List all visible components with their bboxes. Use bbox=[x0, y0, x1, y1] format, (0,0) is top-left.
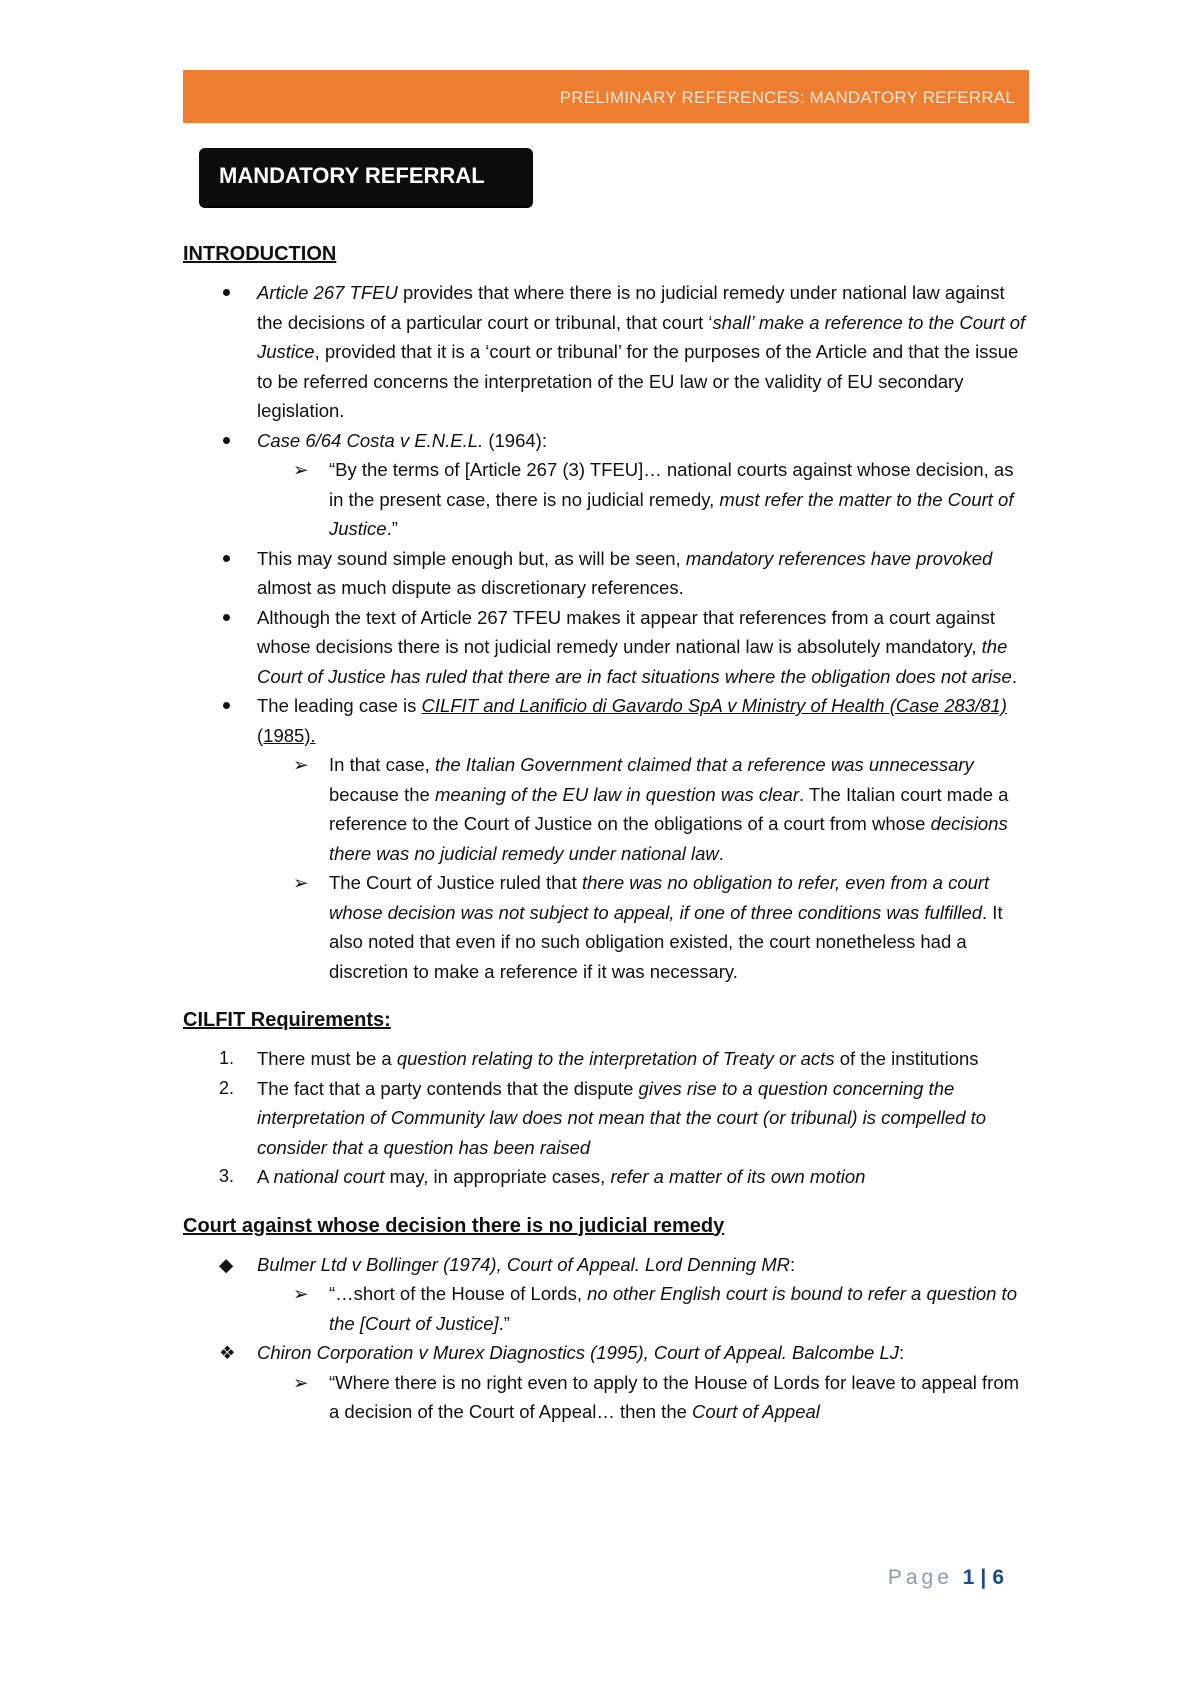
intro-bullet-5: The leading case is CILFIT and Lanificio di Gavardo SpA v Ministry of Health (Case 283/81) (1985). bbox=[183, 691, 1029, 750]
intro-bullet-2: Case 6/64 Costa v E.N.E.L. (1964): bbox=[183, 426, 1029, 456]
page-separator: | bbox=[980, 1566, 987, 1589]
bullet-dot-icon bbox=[219, 544, 239, 574]
page-label: Page bbox=[887, 1566, 953, 1589]
cilfit-case-link: CILFIT and Lanificio di Gavardo SpA v Ministry of Health (Case 283/81) bbox=[421, 695, 1007, 716]
section-title: MANDATORY REFERRAL bbox=[219, 163, 485, 188]
intro-bullet-3: This may sound simple enough but, as will be seen, mandatory references have provoked almost as much dispute as discretionary references. bbox=[183, 544, 1029, 603]
bullet-dot-icon bbox=[219, 691, 239, 721]
page-number-footer bbox=[888, 1566, 1004, 1590]
bullet-dot-icon bbox=[219, 426, 239, 456]
cilfit-item-1: 1. There must be a question relating to the interpretation of Treaty or acts of the institutions bbox=[219, 1048, 979, 1069]
cilfit-item-3: 3. A national court may, in appropriate cases, refer a matter of its own motion bbox=[219, 1166, 866, 1187]
total-pages: 6 bbox=[992, 1566, 1004, 1589]
arrow-bullet-icon: ➢ bbox=[293, 872, 309, 893]
intro-sub-bullet-cilfit-2: ➢ The Court of Justice ruled that there was no obligation to refer, even from a court whose decision was not subject to appeal, if one of three conditions was fulfilled. It also noted that even if no such obligation existed, the court nonetheless had a discretion to make a reference if it was necessary. bbox=[183, 868, 1029, 986]
bullet-dot-icon bbox=[219, 603, 239, 633]
arrow-bullet-icon: ➢ bbox=[293, 459, 309, 480]
arrow-bullet-icon: ➢ bbox=[293, 754, 309, 775]
header-title: PRELIMINARY REFERENCES: MANDATORY REFERRAL bbox=[559, 88, 1015, 107]
cilfit-item-2: 2. The fact that a party contends that the dispute gives rise to a question concerning the interpretation of Community law does not mean that the court (or tribunal) is compelled to consider that a question has been raised bbox=[219, 1077, 987, 1158]
court-sub-bullet-bulmer: ➢ “…short of the House of Lords, no other English court is bound to refer a question to the [Court of Justice].” bbox=[183, 1279, 1029, 1338]
intro-bullet-1: Article 267 TFEU provides that where there is no judicial remedy under national law against the decisions of a particular court or tribunal, that court ‘shall’ make a reference to the Court of Justice, provided that it is a ‘court or tribunal’ for the purposes of the Article and that the issue to be referred concerns the interpretation of the EU law or the validity of EU secondary legislation. bbox=[183, 278, 1029, 426]
four-diamond-bullet-icon: ❖ bbox=[219, 1342, 236, 1363]
intro-heading: INTRODUCTION bbox=[183, 243, 337, 265]
intro-sub-bullet-cilfit-1: ➢ In that case, the Italian Government claimed that a reference was unnecessary because the meaning of the EU law in question was clear. The Italian court made a reference to the Court of Justice on the obligations of a court from whose decisions there was no judicial remedy under national law. bbox=[183, 750, 1029, 868]
cilfit-heading: CILFIT Requirements: bbox=[183, 1009, 391, 1031]
bullet-dot-icon bbox=[219, 278, 239, 308]
header-bar bbox=[183, 70, 1029, 123]
arrow-bullet-icon: ➢ bbox=[293, 1283, 309, 1304]
intro-sub-bullet-costa: ➢ “By the terms of [Article 267 (3) TFEU]… national courts against whose decision, as in the present case, there is no judicial remedy, must refer the matter to the Court of Justice.” bbox=[183, 455, 1029, 544]
section-title-box bbox=[199, 148, 533, 206]
document-body bbox=[183, 238, 1029, 1427]
arrow-bullet-icon: ➢ bbox=[293, 1371, 309, 1393]
court-sub-bullet-chiron: ➢ “Where there is no right even to apply to the House of Lords for leave to appeal from a decision of the Court of Appeal… then the Court of Appeal bbox=[183, 1368, 1029, 1427]
court-item-chiron: ❖ Chiron Corporation v Murex Diagnostics (1995), Court of Appeal. Balcombe LJ: bbox=[183, 1338, 1029, 1368]
intro-bullet-4: Although the text of Article 267 TFEU makes it appear that references from a court against whose decisions there is not judicial remedy under national law is absolutely mandatory, the Court of Justice has ruled that there are in fact situations where the obligation does not arise. bbox=[183, 603, 1029, 692]
diamond-bullet-icon: ◆ bbox=[219, 1253, 234, 1275]
court-heading: Court against whose decision there is no judicial remedy bbox=[183, 1214, 725, 1237]
court-item-bulmer: ◆ Bulmer Ltd v Bollinger (1974), Court of Appeal. Lord Denning MR: bbox=[183, 1250, 1029, 1280]
current-page: 1 bbox=[962, 1566, 975, 1589]
